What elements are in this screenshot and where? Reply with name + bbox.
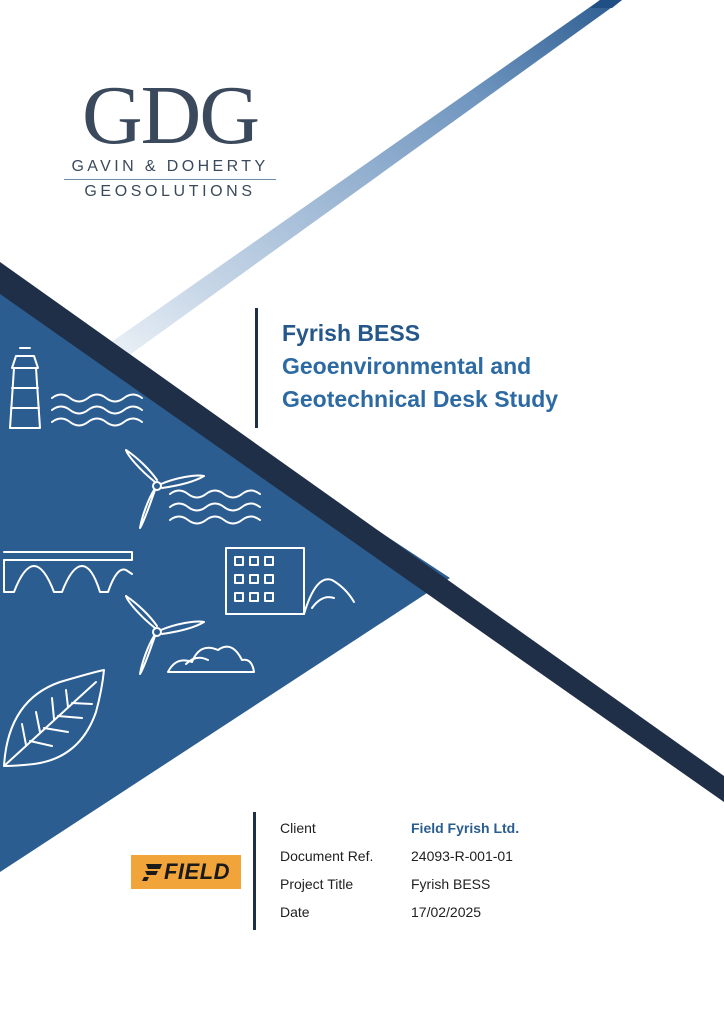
meta-value: 17/02/2025 [411, 904, 482, 920]
meta-value: Fyrish BESS [411, 876, 491, 892]
meta-value: Field Fyrish Ltd. [411, 820, 520, 836]
client-logo-text: FIELD [163, 859, 231, 884]
gdg-logo [62, 74, 278, 201]
meta-accent-bar [253, 812, 256, 930]
title-accent-bar [255, 308, 258, 428]
gdg-logo-name: GAVIN & DOHERTY [71, 158, 269, 175]
meta-row-date [280, 900, 519, 928]
document-meta [280, 816, 519, 928]
gdg-logo-mark: GDG [82, 74, 258, 156]
meta-row-client [280, 816, 519, 844]
meta-label: Project Title [280, 876, 354, 892]
meta-label: Client [280, 820, 316, 836]
client-logo [131, 855, 241, 889]
project-title: Fyrish BESS [282, 320, 421, 346]
study-title-line1: Geoenvironmental and [282, 353, 532, 379]
study-title-line2: Geotechnical Desk Study [282, 386, 559, 412]
meta-label: Date [280, 904, 310, 920]
meta-row-document-ref [280, 844, 519, 872]
meta-label: Document Ref. [280, 848, 374, 864]
field-logo-icon [142, 862, 162, 882]
gdg-logo-subname: GEOSOLUTIONS [84, 183, 256, 200]
gdg-logo-rule [64, 179, 276, 180]
meta-row-project-title [280, 872, 519, 900]
document-title [282, 316, 558, 416]
meta-value: 24093-R-001-01 [411, 848, 513, 864]
